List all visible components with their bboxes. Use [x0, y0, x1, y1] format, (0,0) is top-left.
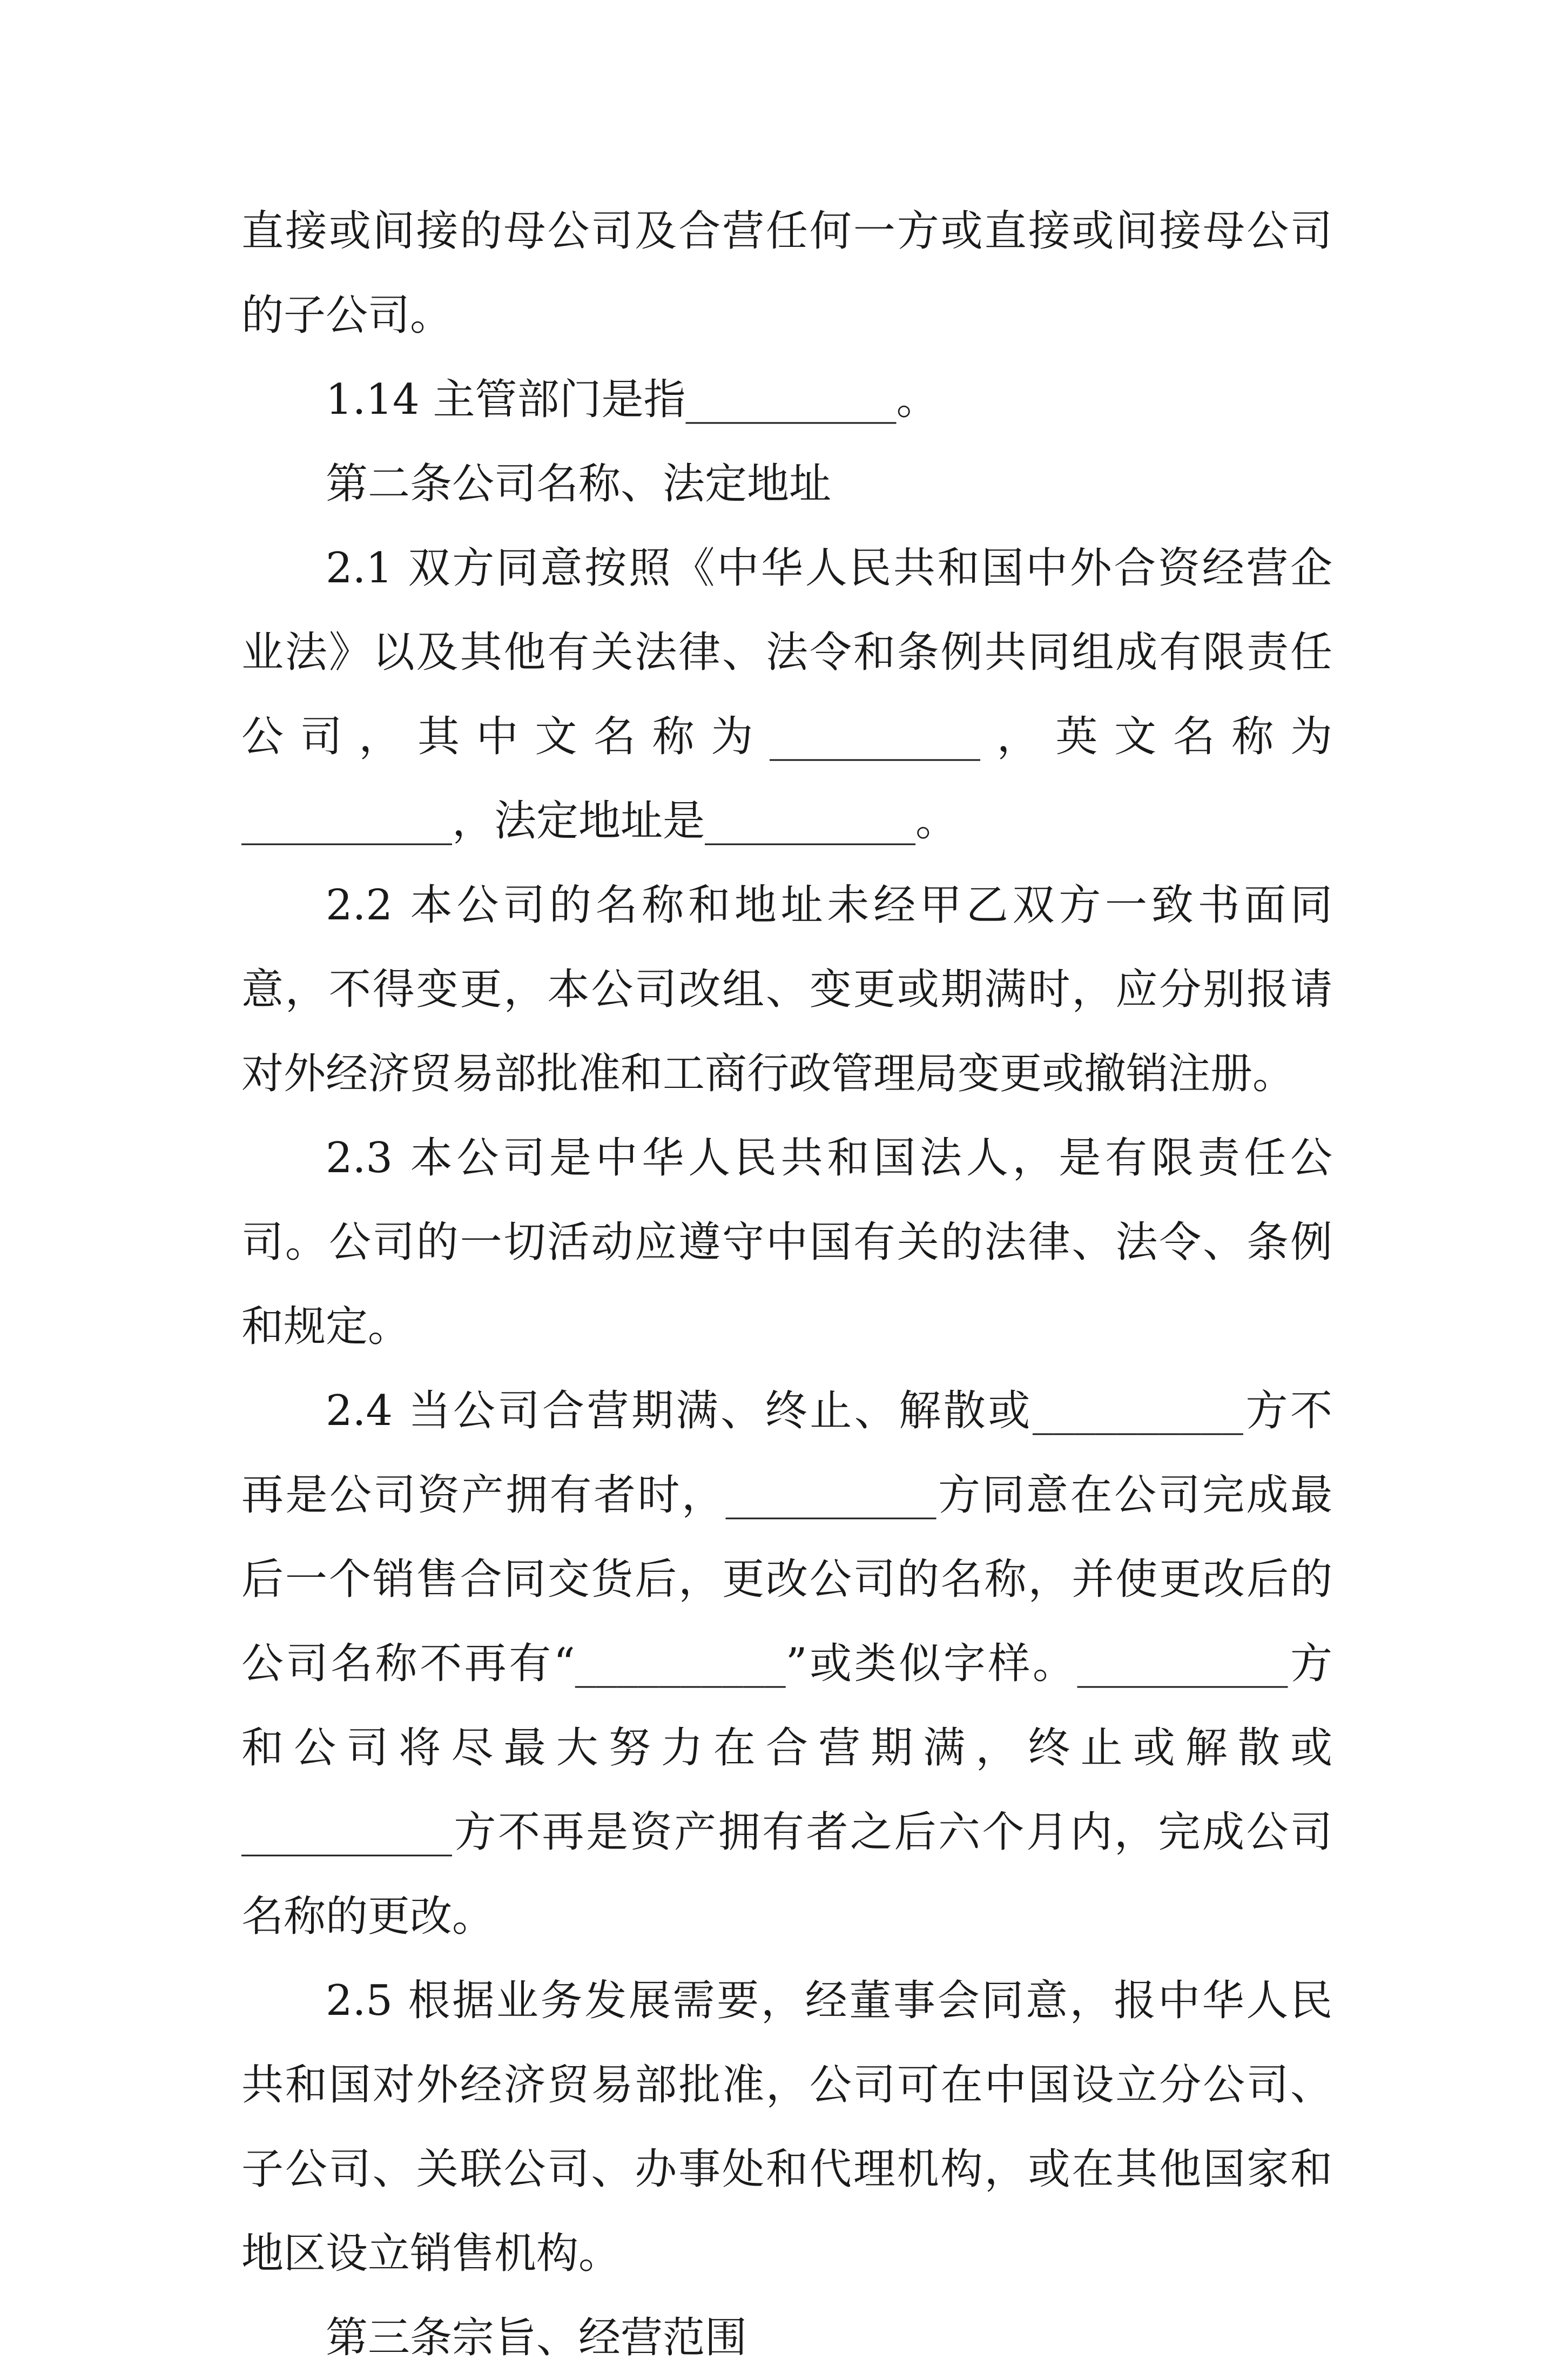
paragraph-2-5: 2.5 根据业务发展需要，经董事会同意，报中华人民共和国对外经济贸易部批准，公司可在中国设立分公司、子公司、关联公司、办事处和代理机构，或在其他国家和地区设立销售机构。	[241, 1976, 1332, 2278]
document-body	[241, 189, 1332, 2380]
paragraph-2-3: 2.3 本公司是中华人民共和国法人，是有限责任公司。公司的一切活动应遵守中国有关的法律、法令、条例和规定。	[241, 1134, 1332, 1351]
paragraph-2-4: 2.4 当公司合营期满、终止、解散或__________方不再是公司资产拥有者时，__________方同意在公司完成最后一个销售合同交货后，更改公司的名称，并使更改后的公司名称不再有“__________”或类似字样。__________方和公司将尽最大努力在合营期满，终止或解散或__________方不再是资产拥有者之后六个月内，完成公司名称的更改。	[241, 1387, 1332, 1941]
heading-article-2: 第二条公司名称、法定地址	[326, 460, 832, 508]
heading-article-3: 第三条宗旨、经营范围	[326, 2314, 747, 2362]
paragraph-2-1: 2.1 双方同意按照《中华人民共和国中外合资经营企业法》以及其他有关法律、法令和条例共同组成有限责任公司，其中文名称为__________，英文名称为__________，法定地址是__________。	[241, 544, 1332, 845]
paragraph-2-2: 2.2 本公司的名称和地址未经甲乙双方一致书面同意，不得变更，本公司改组、变更或期满时，应分别报请对外经济贸易部批准和工商行政管理局变更或撤销注册。	[241, 881, 1332, 1098]
paragraph-parent-company-definition: 直接或间接的母公司及合营任何一方或直接或间接母公司的子公司。	[241, 207, 1332, 340]
paragraph-1-14-authority: 1.14 主管部门是指__________。	[326, 375, 939, 424]
